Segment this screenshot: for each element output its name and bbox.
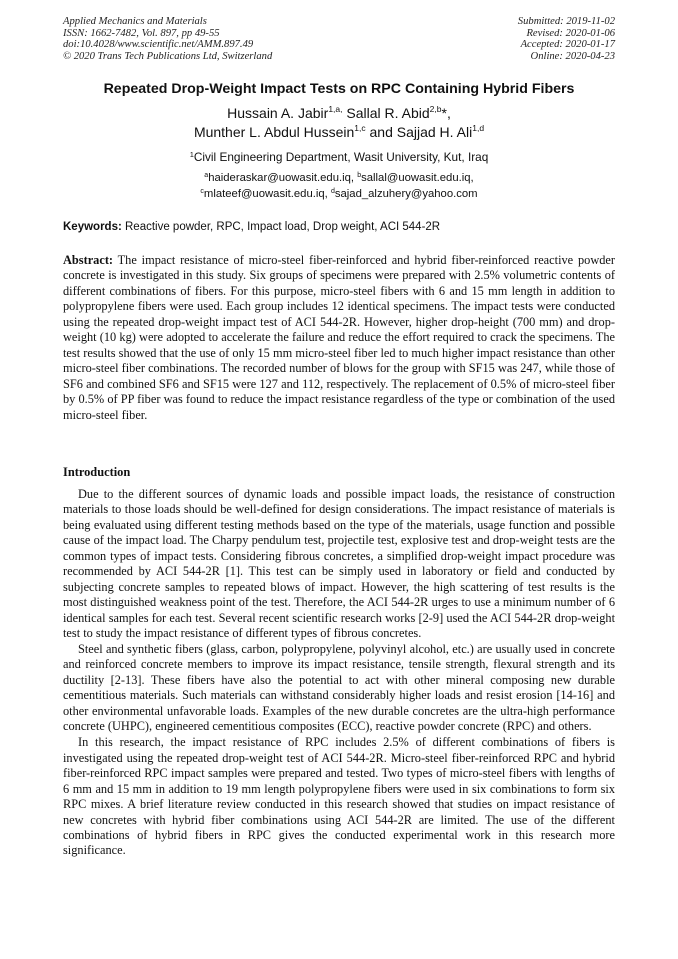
publication-dates <box>518 16 615 62</box>
affiliation <box>0 150 678 164</box>
journal-doi: doi:10.4028/www.scientific.net/AMM.897.49 <box>63 39 254 51</box>
author-name: Hussain A. Jabir <box>227 105 329 121</box>
email-mark: b <box>357 172 362 179</box>
abstract <box>63 253 615 423</box>
email-link[interactable]: sajad_alzuhery@yahoo.com <box>334 188 478 200</box>
journal-name: Applied Mechanics and Materials <box>63 16 207 27</box>
date-submitted: Submitted: 2019-11-02 <box>517 16 615 27</box>
email-line-1: $^a$haideraskar@uowasit.edu.iq, $^b$sallal@uowasit.edu.iq, <box>204 172 474 184</box>
abstract-label: Abstract: <box>63 253 114 267</box>
email-mark: d <box>330 188 335 195</box>
journal-info <box>63 16 272 62</box>
author-name: Munther L. Abdul Hussein <box>193 124 355 140</box>
email-link[interactable]: haideraskar@uowasit.edu.iq <box>208 172 351 184</box>
author-list <box>0 104 678 142</box>
abstract-text: The impact resistance of micro-steel fiber-reinforced and hybrid fiber-reinforced reactive powder concrete is investigated in this study. Six groups of specimens were prepared with 2.5% volumetric contents of different combinations of fibers. For this purpose, micro-steel fibers with 6 and 15 mm length in addition to polypropylene fibers were used. Each group includes 12 identical specimens. The impact tests were conducted using the repeated drop-weight impact test of ACI 544-2R. However, higher drop-height (700 mm) and drop-weight (10 kg) were adopted to accelerate the failure and reduce the effort required to crack the specimens. The test results showed that the use of only 15 mm micro-steel fiber led to much higher impact resistance than other micro-steel fiber combinations. The recorded number of blows for the group with SF15 was 247, while those of SF6 and combined SF6 and SF15 were 127 and 112, respectively. The replacement of 0.5% of micro-steel fiber by 0.5% of PP fiber was found to reduce the impact resistance regardless of the type or combination of the used micro-steel fiber. <box>63 253 615 422</box>
author-line-1 <box>0 104 678 123</box>
author-name: Sallal R. Abid <box>346 105 430 121</box>
author-separator: and <box>365 124 397 140</box>
date-revised: Revised: 2020-01-06 <box>526 27 615 39</box>
date-accepted: Accepted: 2020-01-17 <box>520 39 615 51</box>
date-online: Online: 2020-04-23 <box>530 50 615 62</box>
paper-title: Repeated Drop-Weight Impact Tests on RPC Containing Hybrid Fibers <box>103 81 575 97</box>
email-link[interactable]: sallal@uowasit.edu.iq <box>361 172 471 184</box>
keywords-text: Reactive powder, RPC, Impact load, Drop weight, ACI 544-2R <box>121 221 441 233</box>
author-affiliation-mark: 1,d <box>472 123 485 133</box>
email-line-2: $^c$mlateef@uowasit.edu.iq, $^d$sajad_alzuhery@yahoo.com <box>200 188 478 200</box>
journal-issn: ISSN: 1662-7482, Vol. 897, pp 49-55 <box>63 27 220 39</box>
email-mark: c <box>200 188 204 195</box>
author-affiliation-mark: 2,b <box>429 104 442 114</box>
affiliation-text: Civil Engineering Department, Wasit University, Kut, Iraq <box>193 150 489 164</box>
section-heading-introduction: Introduction <box>63 465 131 479</box>
journal-copyright: © 2020 Trans Tech Publications Ltd, Switzerland <box>63 50 273 62</box>
author-separator: *, <box>441 105 451 121</box>
introduction-body <box>63 487 615 859</box>
author-affiliation-mark: 1,c <box>354 123 366 133</box>
author-line-2 <box>0 123 678 142</box>
introduction-paragraph: In this research, the impact resistance of RPC includes 2.5% of different combinations of fibers is investigated using the repeated drop-weight test of ACI 544-2R. Micro-steel fiber-reinforced RPC and hybrid fiber-reinforced RPC impact samples were prepared and tested. Two types of micro-steel fibers with lengths of 6 mm and 15 mm in addition to 19 mm length polypropylene fibers were used in six combinations to form six RPC mixes. A brief literature review conducted in this research showed that studies on impact resistance of new concretes with hybrid fiber combinations using ACI 544-2R are limited. The use of the different combinations of hybrid fibers in RPC gives the conducted experimental work in this research more significance. <box>63 735 615 858</box>
keywords-label: Keywords: <box>63 221 122 233</box>
email-link[interactable]: mlateef@uowasit.edu.iq <box>203 188 325 200</box>
author-emails <box>0 170 678 202</box>
author-affiliation-mark: 1,a, <box>328 104 343 114</box>
author-name: Sajjad H. Ali <box>396 124 473 140</box>
affiliation-mark: 1 <box>189 150 194 159</box>
introduction-paragraph: Due to the different sources of dynamic loads and possible impact loads, the resistance of construction materials to those loads should be well-defined for design considerations. The impact resistance of materials is being evaluated using different testing methods based on the type of the materials, usage function and possible cause of the impact load. The Charpy pendulum test, projectile test, explosive test and drop-weight tests are the common types of impact tests. Considering fibrous concretes, a simplified drop-weight impact procedure was recommended by ACI 544-2R [1]. This test can be simply used in laboratory or field and conducted by subjecting concrete samples to repeated blows of impact. However, the high scattering of test results is the most distinguished weakness point of the test. Therefore, the ACI 544-2R urges to use a minimum number of 6 identical samples for each test. Several recent scientific research works [2-9] used the ACI 544-2R drop-weight test to study the impact resistance of different types of fibrous concretes. <box>63 487 615 641</box>
introduction-paragraph: Steel and synthetic fibers (glass, carbon, polypropylene, polyvinyl alcohol, etc.) are usually used in concrete and reinforced concrete members to improve its impact resistance, tensile strength, flexural strength and its ductility [2-13]. These fibers have also the potential to act with other mineral composing new durable cementitious materials. Such materials can withstand considerably higher loads and resist erosion [14-16] and other environmental unfavorable loads. Examples of the new durable concretes are the ultra-high performance concrete (UHPC), engineered cementitious composites (ECC), reactive powder concrete (RPC) and others. <box>63 642 615 734</box>
email-mark: a <box>204 172 209 179</box>
keywords <box>63 221 615 233</box>
